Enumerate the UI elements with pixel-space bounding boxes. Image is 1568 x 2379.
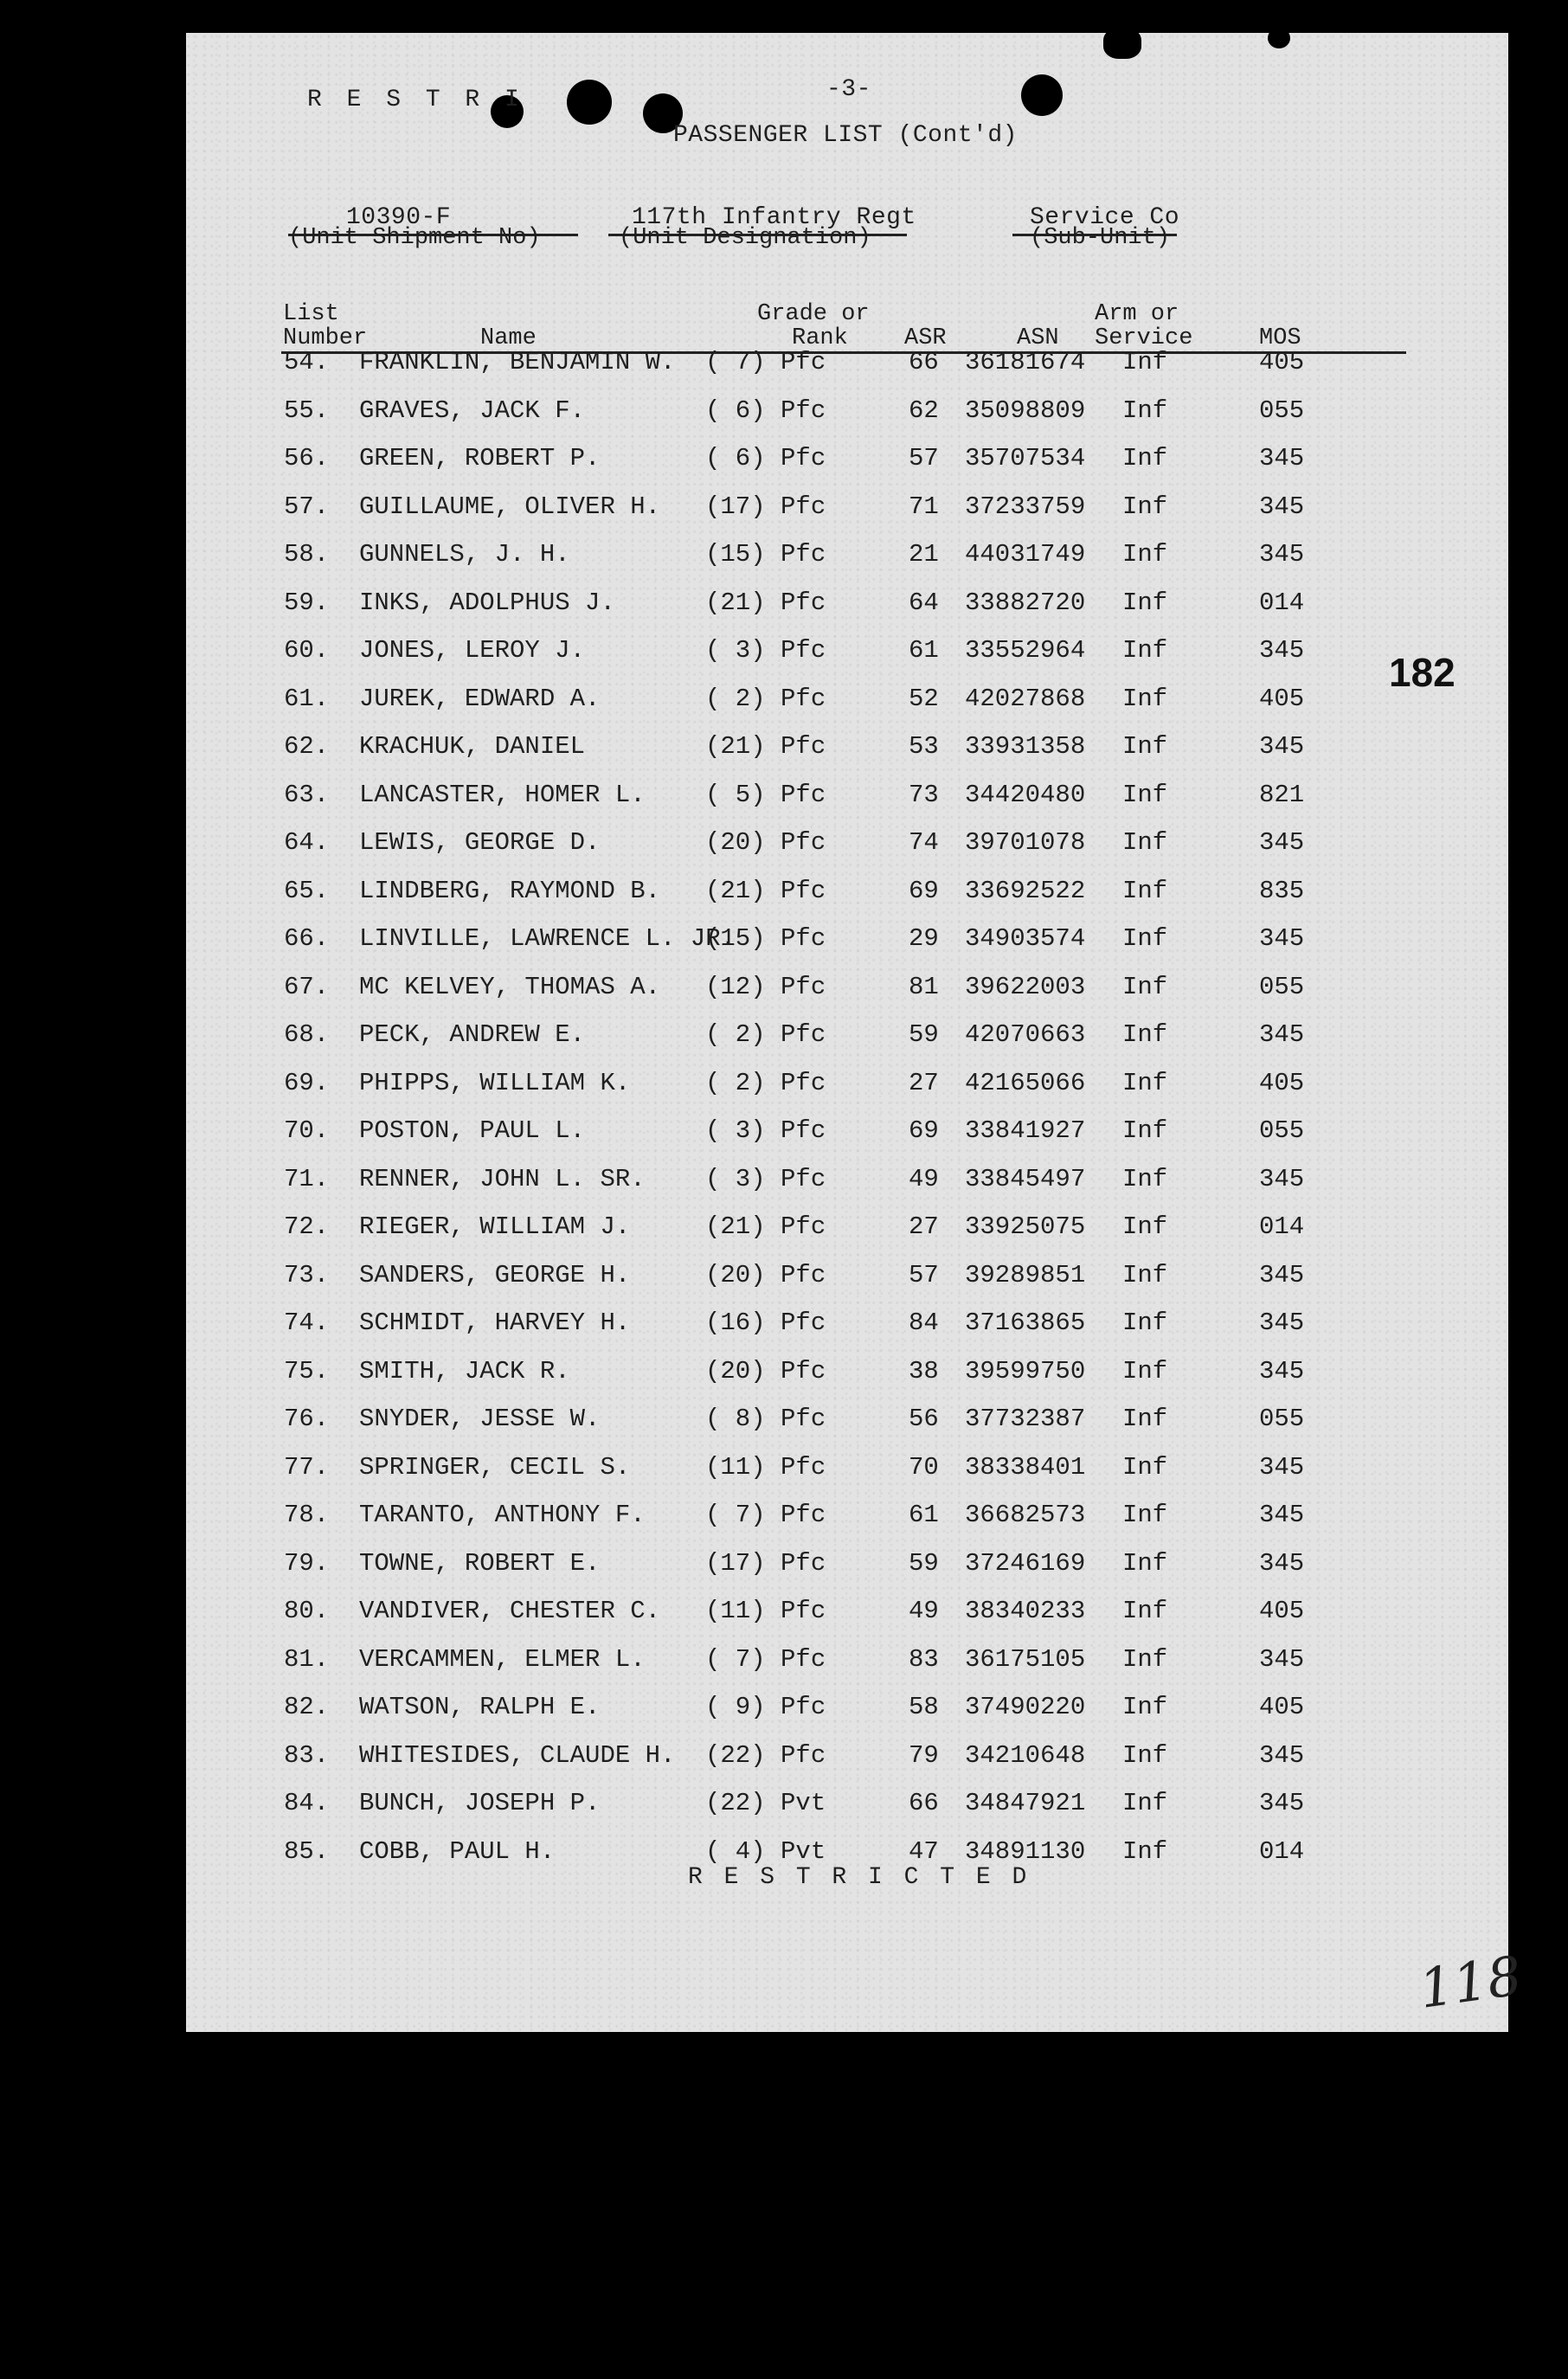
- asn-cell: 37490220: [965, 1693, 1086, 1721]
- grade-cell: ( 8) Pfc: [705, 1405, 826, 1433]
- arm-cell: Inf: [1122, 972, 1168, 1001]
- asn-cell: 34891130: [965, 1836, 1086, 1866]
- grade-cell: (22) Pfc: [705, 1740, 826, 1770]
- grade-cell: (12) Pfc: [705, 972, 826, 1001]
- name-cell: BUNCH, JOSEPH P.: [359, 1789, 601, 1817]
- name-cell: KRACHUK, DANIEL: [359, 732, 586, 761]
- mos-cell: 405: [1259, 348, 1305, 376]
- name-cell: TOWNE, ROBERT E.: [359, 1548, 601, 1578]
- list-number-cell: 59.: [284, 588, 330, 617]
- arm-cell: Inf: [1122, 1452, 1168, 1482]
- paper-damage: [1268, 28, 1290, 48]
- mos-cell: 835: [1259, 876, 1305, 905]
- asr-cell: 59: [909, 1548, 939, 1578]
- asr-cell: 64: [909, 588, 939, 617]
- asr-cell: 66: [909, 1789, 939, 1817]
- table-row: [186, 685, 1508, 719]
- mos-cell: 405: [1259, 1597, 1305, 1625]
- mos-cell: 345: [1259, 1789, 1305, 1817]
- asn-cell: 36175105: [965, 1644, 1086, 1674]
- grade-cell: ( 3) Pfc: [705, 636, 826, 665]
- mos-cell: 014: [1259, 1212, 1305, 1241]
- asn-cell: 34210648: [965, 1740, 1086, 1770]
- document-page: [186, 33, 1526, 2032]
- arm-cell: Inf: [1122, 444, 1168, 473]
- asr-cell: 53: [909, 732, 939, 761]
- mos-cell: 821: [1259, 780, 1305, 809]
- name-cell: TARANTO, ANTHONY F.: [359, 1501, 646, 1529]
- grade-cell: ( 2) Pfc: [705, 1020, 826, 1049]
- mos-cell: 055: [1259, 1116, 1305, 1145]
- mos-cell: 055: [1259, 972, 1305, 1001]
- list-number-cell: 69.: [284, 1068, 330, 1097]
- grade-cell: (22) Pvt: [705, 1789, 826, 1817]
- name-cell: PECK, ANDREW E.: [359, 1020, 586, 1049]
- asn-cell: 39599750: [965, 1356, 1086, 1386]
- arm-cell: Inf: [1122, 1164, 1168, 1193]
- table-row: [186, 1789, 1508, 1823]
- arm-cell: Inf: [1122, 588, 1168, 617]
- asr-cell: 27: [909, 1212, 939, 1241]
- list-number-cell: 72.: [284, 1212, 330, 1241]
- list-number-cell: 65.: [284, 876, 330, 905]
- list-number-cell: 66.: [284, 924, 330, 953]
- asn-cell: 38340233: [965, 1597, 1086, 1625]
- table-row: [186, 924, 1508, 959]
- arm-cell: Inf: [1122, 1501, 1168, 1529]
- col-asn: ASN: [1017, 325, 1059, 351]
- table-row: [186, 1741, 1508, 1776]
- list-number-cell: 79.: [284, 1548, 330, 1578]
- asn-cell: 37233759: [965, 492, 1086, 521]
- asr-cell: 62: [909, 395, 939, 425]
- name-cell: GREEN, ROBERT P.: [359, 444, 601, 473]
- list-number-cell: 70.: [284, 1116, 330, 1145]
- arm-cell: Inf: [1122, 1597, 1168, 1625]
- mos-cell: 345: [1259, 732, 1305, 761]
- mos-cell: 345: [1259, 444, 1305, 473]
- asn-cell: 42165066: [965, 1068, 1086, 1097]
- name-cell: VERCAMMEN, ELMER L.: [359, 1644, 646, 1674]
- table-row: [186, 1308, 1508, 1343]
- arm-cell: Inf: [1122, 1260, 1168, 1289]
- asr-cell: 27: [909, 1068, 939, 1097]
- list-number-cell: 84.: [284, 1789, 330, 1817]
- arm-cell: Inf: [1122, 732, 1168, 761]
- name-cell: JONES, LEROY J.: [359, 636, 586, 665]
- asn-cell: 36682573: [965, 1501, 1086, 1529]
- name-cell: GRAVES, JACK F.: [359, 395, 586, 425]
- table-row: [186, 973, 1508, 1007]
- asn-cell: 33925075: [965, 1212, 1086, 1241]
- grade-cell: (15) Pfc: [705, 924, 826, 953]
- table-row: [186, 396, 1508, 431]
- grade-cell: (16) Pfc: [705, 1308, 826, 1337]
- page-title: PASSENGER LIST (Cont'd): [673, 122, 1018, 149]
- grade-cell: ( 6) Pfc: [705, 444, 826, 473]
- list-number-cell: 60.: [284, 636, 330, 665]
- arm-cell: Inf: [1122, 1693, 1168, 1721]
- asn-cell: 33841927: [965, 1116, 1086, 1145]
- asn-cell: 34420480: [965, 780, 1086, 809]
- asn-cell: 39701078: [965, 828, 1086, 857]
- asr-cell: 84: [909, 1308, 939, 1337]
- arm-cell: Inf: [1122, 1356, 1168, 1386]
- arm-cell: Inf: [1122, 684, 1168, 713]
- list-number-cell: 68.: [284, 1020, 330, 1049]
- mos-cell: 345: [1259, 492, 1305, 521]
- table-row: [186, 877, 1508, 911]
- grade-cell: ( 7) Pfc: [705, 348, 826, 376]
- asr-cell: 29: [909, 924, 939, 953]
- arm-cell: Inf: [1122, 1308, 1168, 1337]
- mos-cell: 014: [1259, 1836, 1305, 1866]
- asn-cell: 42070663: [965, 1020, 1086, 1049]
- table-row: [186, 1501, 1508, 1535]
- asr-cell: 61: [909, 636, 939, 665]
- col-list-number: List: [283, 301, 339, 327]
- col-grade: Grade or: [757, 301, 870, 327]
- grade-cell: (15) Pfc: [705, 540, 826, 569]
- list-number-cell: 56.: [284, 444, 330, 473]
- grade-cell: (17) Pfc: [705, 1548, 826, 1578]
- col-arm: Arm or: [1095, 301, 1179, 327]
- name-cell: LINVILLE, LAWRENCE L. JR.: [359, 924, 736, 953]
- list-number-cell: 76.: [284, 1405, 330, 1433]
- list-number-cell: 58.: [284, 540, 330, 569]
- col-arm: Service: [1095, 325, 1193, 351]
- table-row: [186, 1597, 1508, 1631]
- arm-cell: Inf: [1122, 1212, 1168, 1241]
- list-number-cell: 67.: [284, 972, 330, 1001]
- asr-cell: 61: [909, 1501, 939, 1529]
- name-cell: SMITH, JACK R.: [359, 1356, 570, 1386]
- grade-cell: ( 7) Pfc: [705, 1644, 826, 1674]
- arm-cell: Inf: [1122, 828, 1168, 857]
- table-row: [186, 540, 1508, 575]
- asr-cell: 49: [909, 1164, 939, 1193]
- asn-cell: 34847921: [965, 1789, 1086, 1817]
- mos-cell: 055: [1259, 395, 1305, 425]
- unit-designation-label: (Unit Designation): [619, 225, 871, 251]
- punch-hole: [1021, 74, 1063, 116]
- asr-cell: 38: [909, 1356, 939, 1386]
- table-row: [186, 636, 1508, 671]
- arm-cell: Inf: [1122, 636, 1168, 665]
- asr-cell: 66: [909, 348, 939, 376]
- table-row: [186, 781, 1508, 815]
- asr-cell: 81: [909, 972, 939, 1001]
- list-number-cell: 54.: [284, 348, 330, 376]
- grade-cell: ( 5) Pfc: [705, 780, 826, 809]
- grade-cell: (11) Pfc: [705, 1597, 826, 1625]
- col-asr: ASR: [904, 325, 947, 351]
- restricted-bottom: R E S T R I C T E D: [688, 1864, 1031, 1891]
- list-number-cell: 82.: [284, 1693, 330, 1721]
- name-cell: RIEGER, WILLIAM J.: [359, 1212, 631, 1241]
- name-cell: JUREK, EDWARD A.: [359, 684, 601, 713]
- asn-cell: 33845497: [965, 1164, 1086, 1193]
- mos-cell: 405: [1259, 1068, 1305, 1097]
- arm-cell: Inf: [1122, 876, 1168, 905]
- asr-cell: 49: [909, 1597, 939, 1625]
- table-row: [186, 1212, 1508, 1247]
- asn-cell: 37163865: [965, 1308, 1086, 1337]
- table-row: [186, 1069, 1508, 1103]
- asn-cell: 33931358: [965, 732, 1086, 761]
- mos-cell: 345: [1259, 1501, 1305, 1529]
- arm-cell: Inf: [1122, 1789, 1168, 1817]
- table-row: [186, 828, 1508, 863]
- name-cell: SCHMIDT, HARVEY H.: [359, 1308, 631, 1337]
- asn-cell: 39622003: [965, 972, 1086, 1001]
- col-grade: Rank: [792, 325, 848, 351]
- table-row: [186, 1645, 1508, 1680]
- arm-cell: Inf: [1122, 540, 1168, 569]
- table-row: [186, 588, 1508, 623]
- name-cell: SNYDER, JESSE W.: [359, 1405, 601, 1433]
- list-number-cell: 75.: [284, 1356, 330, 1386]
- list-number-cell: 77.: [284, 1452, 330, 1482]
- punch-hole: [567, 80, 612, 125]
- grade-cell: ( 2) Pfc: [705, 1068, 826, 1097]
- asn-cell: 33692522: [965, 876, 1086, 905]
- name-cell: LINDBERG, RAYMOND B.: [359, 876, 661, 905]
- name-cell: PHIPPS, WILLIAM K.: [359, 1068, 631, 1097]
- arm-cell: Inf: [1122, 1405, 1168, 1433]
- mos-cell: 345: [1259, 1260, 1305, 1289]
- name-cell: SPRINGER, CECIL S.: [359, 1452, 631, 1482]
- asn-cell: 42027868: [965, 684, 1086, 713]
- asr-cell: 21: [909, 540, 939, 569]
- mos-cell: 345: [1259, 1164, 1305, 1193]
- asn-cell: 33552964: [965, 636, 1086, 665]
- arm-cell: Inf: [1122, 924, 1168, 953]
- asn-cell: 37246169: [965, 1548, 1086, 1578]
- name-cell: WHITESIDES, CLAUDE H.: [359, 1740, 676, 1770]
- mos-cell: 345: [1259, 1644, 1305, 1674]
- asr-cell: 57: [909, 444, 939, 473]
- arm-cell: Inf: [1122, 1740, 1168, 1770]
- asr-cell: 83: [909, 1644, 939, 1674]
- grade-cell: ( 3) Pfc: [705, 1164, 826, 1193]
- asn-cell: 39289851: [965, 1260, 1086, 1289]
- mos-cell: 345: [1259, 1548, 1305, 1578]
- col-name: Name: [480, 325, 537, 351]
- asr-cell: 74: [909, 828, 939, 857]
- mos-cell: 345: [1259, 1308, 1305, 1337]
- mos-cell: 345: [1259, 828, 1305, 857]
- mos-cell: 405: [1259, 1693, 1305, 1721]
- mos-cell: 345: [1259, 1740, 1305, 1770]
- grade-cell: ( 9) Pfc: [705, 1693, 826, 1721]
- list-number-cell: 80.: [284, 1597, 330, 1625]
- name-cell: VANDIVER, CHESTER C.: [359, 1597, 661, 1625]
- table-row: [186, 1261, 1508, 1296]
- asr-cell: 73: [909, 780, 939, 809]
- mos-cell: 014: [1259, 588, 1305, 617]
- table-row: [186, 1165, 1508, 1199]
- asr-cell: 58: [909, 1693, 939, 1721]
- name-cell: INKS, ADOLPHUS J.: [359, 588, 615, 617]
- list-number-cell: 73.: [284, 1260, 330, 1289]
- mos-cell: 345: [1259, 924, 1305, 953]
- list-number-cell: 63.: [284, 780, 330, 809]
- list-number-cell: 83.: [284, 1740, 330, 1770]
- grade-cell: (21) Pfc: [705, 588, 826, 617]
- asr-cell: 69: [909, 876, 939, 905]
- mos-cell: 345: [1259, 1020, 1305, 1049]
- list-number-cell: 64.: [284, 828, 330, 857]
- name-cell: GUILLAUME, OLIVER H.: [359, 492, 661, 521]
- asn-cell: 35707534: [965, 444, 1086, 473]
- name-cell: GUNNELS, J. H.: [359, 540, 570, 569]
- paper-damage: [1103, 28, 1141, 59]
- mos-cell: 345: [1259, 1356, 1305, 1386]
- name-cell: FRANKLIN, BENJAMIN W.: [359, 348, 676, 376]
- grade-cell: ( 6) Pfc: [705, 395, 826, 425]
- asr-cell: 52: [909, 684, 939, 713]
- grade-cell: (17) Pfc: [705, 492, 826, 521]
- asr-cell: 69: [909, 1116, 939, 1145]
- grade-cell: ( 4) Pvt: [705, 1836, 826, 1866]
- asr-cell: 59: [909, 1020, 939, 1049]
- page-number: -3-: [826, 76, 871, 103]
- grade-cell: ( 3) Pfc: [705, 1116, 826, 1145]
- grade-cell: (20) Pfc: [705, 1356, 826, 1386]
- list-number-cell: 62.: [284, 732, 330, 761]
- table-row: [186, 732, 1508, 767]
- asn-cell: 44031749: [965, 540, 1086, 569]
- table-row: [186, 1357, 1508, 1392]
- grade-cell: (21) Pfc: [705, 1212, 826, 1241]
- list-number-cell: 74.: [284, 1308, 330, 1337]
- name-cell: RENNER, JOHN L. SR.: [359, 1164, 646, 1193]
- grade-cell: (20) Pfc: [705, 1260, 826, 1289]
- list-number-cell: 71.: [284, 1164, 330, 1193]
- sub-unit-label: (Sub-Unit): [1030, 225, 1171, 251]
- col-mos: MOS: [1259, 325, 1301, 351]
- arm-cell: Inf: [1122, 1644, 1168, 1674]
- restricted-top: R E S T R I: [307, 87, 524, 113]
- grade-cell: (20) Pfc: [705, 828, 826, 857]
- table-row: [186, 1405, 1508, 1439]
- grade-cell: (21) Pfc: [705, 876, 826, 905]
- asn-cell: 35098809: [965, 395, 1086, 425]
- mos-cell: 055: [1259, 1405, 1305, 1433]
- handwritten-number: 118: [1415, 1944, 1526, 2021]
- arm-cell: Inf: [1122, 1116, 1168, 1145]
- name-cell: SANDERS, GEORGE H.: [359, 1260, 631, 1289]
- table-row: [186, 1020, 1508, 1055]
- unit-shipment-no: 10390-F: [346, 204, 452, 231]
- name-cell: MC KELVEY, THOMAS A.: [359, 972, 661, 1001]
- col-list-number: Number: [283, 325, 368, 351]
- mos-cell: 345: [1259, 540, 1305, 569]
- list-number-cell: 78.: [284, 1501, 330, 1529]
- mos-cell: 345: [1259, 1452, 1305, 1482]
- page-stamp-number: 182: [1389, 650, 1456, 695]
- grade-cell: ( 7) Pfc: [705, 1501, 826, 1529]
- asn-cell: 38338401: [965, 1452, 1086, 1482]
- mos-cell: 345: [1259, 636, 1305, 665]
- arm-cell: Inf: [1122, 1548, 1168, 1578]
- name-cell: LEWIS, GEORGE D.: [359, 828, 601, 857]
- grade-cell: (21) Pfc: [705, 732, 826, 761]
- asr-cell: 70: [909, 1452, 939, 1482]
- unit-shipment-label: (Unit Shipment No): [288, 225, 541, 251]
- grade-cell: (11) Pfc: [705, 1452, 826, 1482]
- name-cell: COBB, PAUL H.: [359, 1836, 556, 1866]
- asr-cell: 47: [909, 1836, 939, 1866]
- arm-cell: Inf: [1122, 492, 1168, 521]
- list-number-cell: 57.: [284, 492, 330, 521]
- asr-cell: 71: [909, 492, 939, 521]
- list-number-cell: 81.: [284, 1644, 330, 1674]
- asn-cell: 33882720: [965, 588, 1086, 617]
- name-cell: WATSON, RALPH E.: [359, 1693, 601, 1721]
- table-row: [186, 444, 1508, 479]
- table-row: [186, 492, 1508, 527]
- unit-designation: 117th Infantry Regt: [632, 204, 916, 231]
- table-row: [186, 1116, 1508, 1151]
- arm-cell: Inf: [1122, 395, 1168, 425]
- arm-cell: Inf: [1122, 1836, 1168, 1866]
- list-number-cell: 85.: [284, 1836, 330, 1866]
- table-row: [186, 1693, 1508, 1727]
- arm-cell: Inf: [1122, 348, 1168, 376]
- asr-cell: 79: [909, 1740, 939, 1770]
- asn-cell: 34903574: [965, 924, 1086, 953]
- list-number-cell: 55.: [284, 395, 330, 425]
- arm-cell: Inf: [1122, 780, 1168, 809]
- name-cell: LANCASTER, HOMER L.: [359, 780, 646, 809]
- grade-cell: ( 2) Pfc: [705, 684, 826, 713]
- asr-cell: 57: [909, 1260, 939, 1289]
- table-row: [186, 348, 1508, 383]
- asn-cell: 36181674: [965, 348, 1086, 376]
- mos-cell: 405: [1259, 684, 1305, 713]
- list-number-cell: 61.: [284, 684, 330, 713]
- table-row: [186, 1549, 1508, 1584]
- asr-cell: 56: [909, 1405, 939, 1433]
- name-cell: POSTON, PAUL L.: [359, 1116, 586, 1145]
- arm-cell: Inf: [1122, 1068, 1168, 1097]
- asn-cell: 37732387: [965, 1405, 1086, 1433]
- arm-cell: Inf: [1122, 1020, 1168, 1049]
- sub-unit: Service Co: [1030, 204, 1180, 231]
- table-row: [186, 1453, 1508, 1488]
